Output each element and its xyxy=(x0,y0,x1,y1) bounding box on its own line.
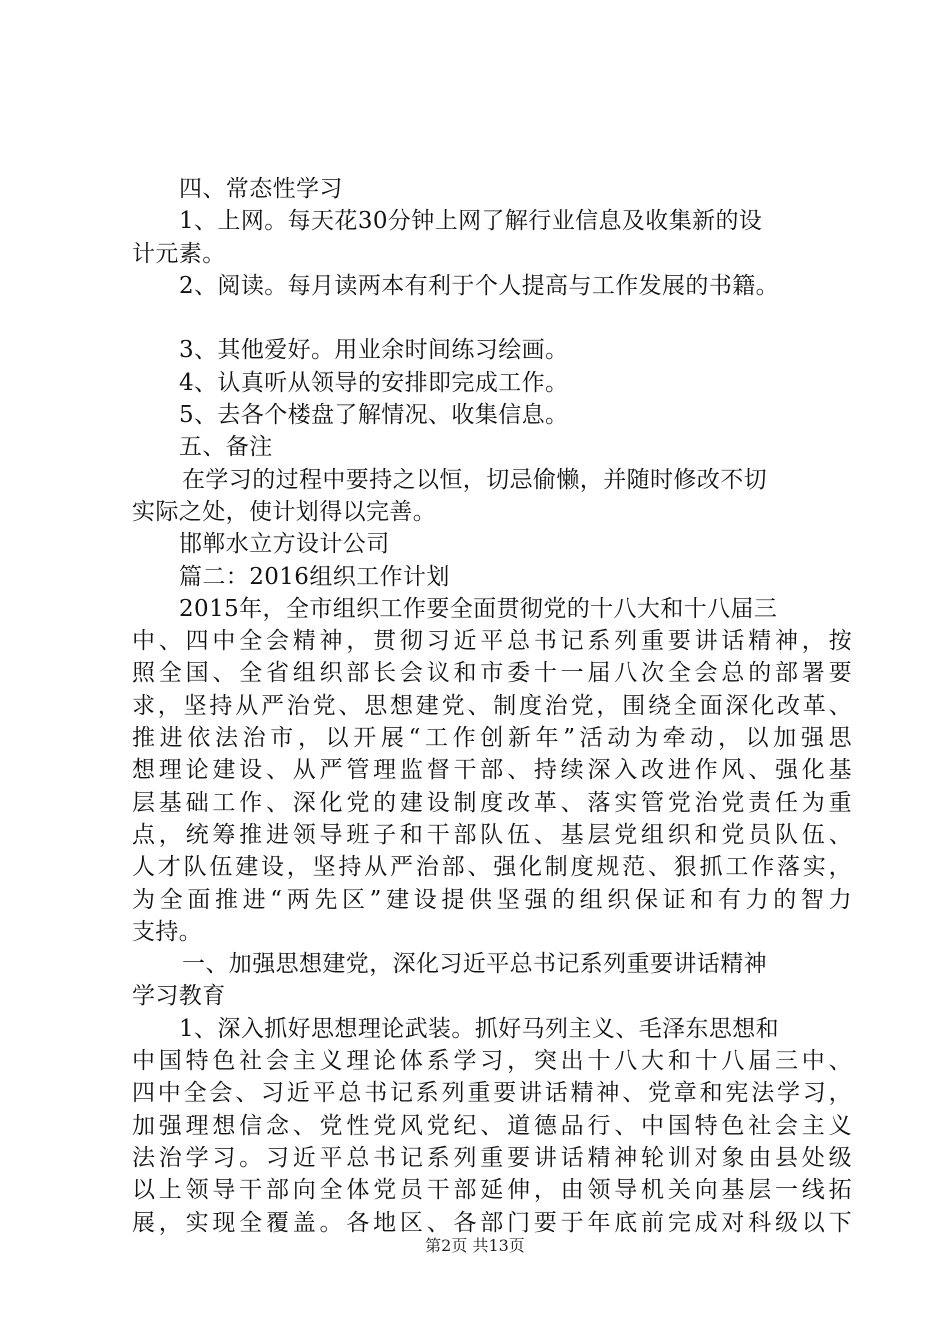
text-line: 展，实现全覆盖。各地区、各部门要于年底前完成对科级以下 xyxy=(132,1209,852,1236)
text-line: 2015年，全市组织工作要全面贯彻党的十八大和十八届三 xyxy=(179,595,778,622)
text-line: 中国特色社会主义理论体系学习，突出十八大和十八届三中、 xyxy=(132,1048,852,1075)
text-line: 4、认真听从领导的安排即完成工作。 xyxy=(179,369,569,396)
text-line: 人才队伍建设，坚持从严治部、强化制度规范、狠抓工作落实， xyxy=(132,854,852,881)
text-line: 3、其他爱好。用业余时间练习绘画。 xyxy=(179,337,569,364)
text-line: 四中全会、习近平总书记系列重要讲话精神、党章和宪法学习， xyxy=(132,1080,852,1107)
text-line: 层基础工作、深化党的建设制度改革、落实管党治党责任为重 xyxy=(132,789,852,816)
text-line: 四、常态性学习 xyxy=(179,176,343,202)
text-line: 点，统筹推进领导班子和干部队伍、基层党组织和党员队伍、 xyxy=(132,821,852,848)
document-body xyxy=(132,173,852,1239)
text-line: 支持。 xyxy=(132,918,203,945)
text-line: 在学习的过程中要持之以恒，切忌偷懒，并随时修改不切 xyxy=(182,466,767,493)
text-line: 学习教育 xyxy=(132,983,226,1010)
text-line: 2、阅读。每月读两本有利于个人提高与工作发展的书籍。 xyxy=(179,272,780,299)
page-footer: 第2页 共13页 xyxy=(425,1236,525,1255)
text-line: 实际之处，使计划得以完善。 xyxy=(132,498,437,525)
text-line: 加强理想信念、党性党风党纪、道德品行、中国特色社会主义 xyxy=(132,1112,852,1139)
blank-line xyxy=(132,302,852,334)
text-line: 求，坚持从严治党、思想建党、制度治党，围绕全面深化改革、 xyxy=(132,692,852,719)
text-line: 为全面推进“两先区”建设提供坚强的组织保证和有力的智力 xyxy=(132,886,852,913)
text-line: 法治学习。习近平总书记系列重要讲话精神轮训对象由县处级 xyxy=(132,1144,852,1171)
text-line: 以上领导干部向全体党员干部延伸，由领导机关向基层一线拓 xyxy=(132,1177,852,1204)
text-line: 照全国、全省组织部长会议和市委十一届八次全会总的部署要 xyxy=(132,660,852,687)
text-line: 邯郸水立方设计公司 xyxy=(179,531,390,558)
text-line: 想理论建设、从严管理监督干部、持续深入改进作风、强化基 xyxy=(132,757,852,784)
text-line: 中、四中全会精神，贯彻习近平总书记系列重要讲话精神，按 xyxy=(132,628,852,655)
text-line: 计元素。 xyxy=(132,240,226,267)
text-line: 1、深入抓好思想理论武装。抓好马列主义、毛泽东思想和 xyxy=(179,1015,780,1042)
text-line: 推进依法治市，以开展“工作创新年”活动为牵动，以加强思 xyxy=(132,725,852,752)
text-line: 一、加强思想建党，深化习近平总书记系列重要讲话精神 xyxy=(182,951,767,978)
text-line: 5、去各个楼盘了解情况、收集信息。 xyxy=(179,402,569,429)
text-line: 五、备注 xyxy=(179,434,273,461)
text-line: 1、上网。每天花30分钟上网了解行业信息及收集新的设 xyxy=(179,208,763,235)
text-line: 篇二：2016组织工作计划 xyxy=(179,563,450,590)
